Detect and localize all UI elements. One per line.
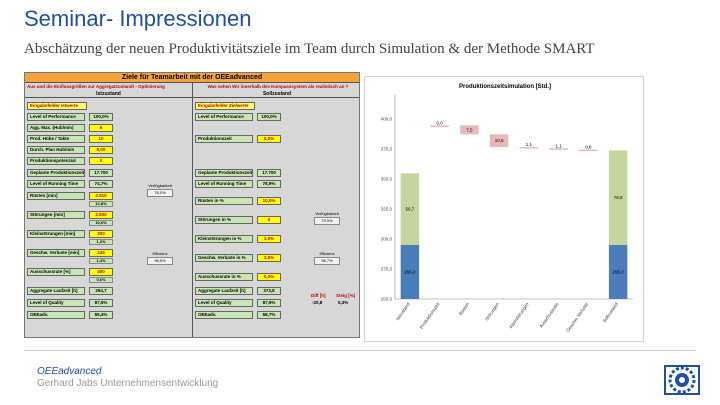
sheet-row-subvalue: 1,4% — [89, 258, 113, 264]
production-time-chart — [364, 76, 644, 342]
sheet-row-subvalue: 0,6% — [89, 277, 113, 283]
sheet-row-value: 65,4% — [89, 311, 113, 319]
chart-svg — [365, 77, 645, 343]
sheet-row-label: Kleinstörungen in % — [195, 235, 253, 243]
sheet-row — [195, 113, 355, 121]
sheet-right-hint: Was sehen Wir innerhalb des Kompasssystem als realistisch an ? — [207, 84, 349, 89]
bar-float-data-label: 10,6 — [494, 138, 504, 144]
sheet-row — [27, 169, 187, 177]
sheet-divider — [192, 83, 193, 338]
sheet-row-label: Durch. Plan Hub/min — [27, 146, 85, 154]
bar-float-data-label: 7,5 — [466, 127, 473, 133]
bar-float-data-label: 1,1 — [525, 142, 533, 148]
x-tick-label: Geschw. Verluste — [565, 301, 590, 334]
sheet-header: Ziele für Teamarbeit mit der OEEadvanced — [25, 73, 359, 83]
sheet-row-label: OEEadv. — [195, 311, 253, 319]
sheet-row-label: Ausschussrate [%] — [27, 268, 85, 276]
sheet-row-value: 100,0% — [257, 113, 281, 121]
sheet-row — [27, 299, 187, 307]
footer-divider — [24, 350, 696, 351]
sheet-row-label: Rüsten [min] — [27, 192, 85, 200]
sheet-row-label: Level of Quality — [27, 299, 85, 307]
sheet-row — [195, 235, 355, 243]
sheet-row — [27, 124, 187, 132]
bar-float-data-label: 0,8 — [585, 144, 592, 150]
sheet-row-label: Ausschussrate in % — [195, 273, 253, 281]
sheet-row-label: Produktionspotenzial — [27, 157, 85, 165]
sheet-row-value: 87,5% — [89, 299, 113, 307]
sheet-row — [195, 169, 355, 177]
sheet-row-value[interactable]: 10 — [89, 135, 113, 143]
sheet-row — [27, 287, 187, 295]
footer-brand: OEEadvanced — [37, 366, 102, 377]
sheet-row-value: 17.700 — [257, 169, 281, 177]
sheet-row — [27, 113, 187, 121]
x-tick-label: Rüsten — [457, 301, 471, 317]
sheet-row-value[interactable]: 2.910 — [89, 192, 113, 200]
sheet-row-value: 78,9% — [257, 180, 281, 188]
right-input-label: Eingabefelder Zielwerte — [195, 102, 255, 110]
bar-top-data-label: 59,7 — [405, 206, 415, 212]
sheet-row-value: 17.700 — [89, 169, 113, 177]
slide-title: Seminar- Impressionen — [24, 6, 252, 31]
sheet-row — [195, 299, 355, 307]
sheet-row-value: 68,7% — [257, 311, 281, 319]
x-tick-label: Sollzustand — [601, 301, 619, 324]
sheet-row — [27, 157, 187, 165]
sheet-row — [195, 180, 355, 188]
sheet-row — [27, 211, 187, 219]
bar-base-data-label: 295,0 — [404, 269, 416, 275]
sheet-row-value[interactable]: 400 — [89, 268, 113, 276]
sheet-row-label: Geschw. Verluste in % — [195, 254, 253, 262]
sheet-row — [27, 311, 187, 319]
chart-title: Produktionszeitsimulation [Std.] — [458, 84, 552, 90]
right-efficiency-value[interactable]: 96,7% — [314, 257, 340, 265]
sheet-row-label: Geplante Produktionszeit — [195, 169, 253, 177]
x-tick-label: Kleinstörungen — [508, 301, 530, 330]
footer-author: Gerhard Jabs Unternehmensentwicklung — [37, 378, 219, 389]
diff-label: Diff [h] — [311, 293, 326, 298]
slide-subtitle: Abschätzung der neuen Produktivitätsziele im Team durch Simulation & der Methode SMART — [24, 41, 595, 57]
left-efficiency-label: Effizienz — [152, 251, 168, 256]
gain-label: Steig [%] — [336, 293, 356, 298]
sheet-row-value[interactable]: 0 — [89, 157, 113, 165]
y-tick-label: 275,0 — [380, 266, 392, 272]
sheet-row-label: Geplante Produktionszeit — [27, 169, 85, 177]
sheet-row — [27, 230, 187, 238]
sheet-left-hint: Aus und die Einflussgrößen zur Aggregatzustand! - Optimierung — [27, 84, 165, 89]
sheet-row-subvalue: 12,8% — [89, 201, 113, 207]
bar-float-data-label: 1,1 — [555, 143, 562, 149]
sheet-left-title: Istzustand — [25, 91, 192, 98]
sheet-row — [27, 135, 187, 143]
sheet-row-value: 74,7% — [89, 180, 113, 188]
sheet-row-label: Level of Quality — [195, 299, 253, 307]
gain-value: 5,3% — [338, 300, 349, 305]
diff-value: -20,8 — [312, 300, 323, 305]
y-tick-label: 250,0 — [380, 296, 392, 302]
sheet-row-label: Level of Running Time — [195, 180, 253, 188]
sheet-row-label: Kleinstörungen [min] — [27, 230, 85, 238]
spreadsheet-panel — [24, 72, 360, 338]
bar-float-segment — [549, 148, 567, 150]
x-tick-label: Ausschussrate — [538, 301, 560, 329]
sheet-row-label: Störungen [min] — [27, 211, 85, 219]
bar-base-data-label: 295,0 — [612, 269, 624, 275]
sheet-row-label: Agg. Max. (Hub/min) — [27, 124, 85, 132]
sheet-row — [195, 197, 355, 205]
left-efficiency-value[interactable]: 98,5% — [147, 257, 173, 265]
sheet-row-value[interactable]: 0,0% — [257, 135, 281, 143]
right-availability-value[interactable]: 79,9% — [314, 217, 340, 225]
left-input-row — [27, 102, 187, 110]
sheet-row-value: 100,0% — [89, 113, 113, 121]
x-tick-label: Störungen — [483, 301, 500, 322]
sheet-row-value[interactable]: 2.500 — [89, 211, 113, 219]
sheet-row-label: Aggregate Laufzeit [h] — [27, 287, 85, 295]
right-efficiency-label: Effizienz — [319, 251, 335, 256]
bar-float-data-label: 0,0 — [436, 120, 443, 126]
sheet-row-label: Aggregate Laufzeit [h] — [195, 287, 253, 295]
bar-float-segment — [430, 125, 448, 127]
sheet-row-value[interactable]: 0,3% — [257, 273, 281, 281]
sheet-row-label: Produktionszeit — [195, 135, 253, 143]
sheet-row — [195, 273, 355, 281]
sheet-row-label: Level of Running Time — [27, 180, 85, 188]
sheet-row — [27, 268, 187, 276]
sheet-row-value: 373,8 — [257, 287, 281, 295]
sheet-right-title: Sollzustand — [193, 91, 360, 98]
x-tick-label: Istzustand — [394, 301, 411, 322]
sheet-row — [195, 135, 355, 143]
sheet-row-value[interactable]: 300 — [89, 230, 113, 238]
sheet-row-value: 87,9% — [257, 299, 281, 307]
sheet-row-label: Prod. Hübe / Takte — [27, 135, 85, 143]
right-availability-label: Verfügbarkeit — [315, 211, 339, 216]
sheet-row-value[interactable]: 245 — [89, 249, 113, 257]
sheet-row-value: 294,7 — [89, 287, 113, 295]
y-tick-label: 350,0 — [380, 176, 392, 182]
left-availability-value[interactable]: 78,0% — [147, 189, 173, 197]
bar-top-data-label: 78,8 — [613, 195, 623, 201]
sheet-row-label: Level of Performance — [195, 113, 253, 121]
sheet-row-label: Geschw. Verluste [min] — [27, 249, 85, 257]
right-input-row — [195, 102, 355, 110]
left-availability-label: Verfügbarkeit — [148, 183, 172, 188]
sheet-row — [195, 287, 355, 295]
sheet-row-value[interactable]: 3,0% — [257, 235, 281, 243]
left-input-label: Eingabefelder Istwerte — [27, 102, 87, 110]
sheet-row — [195, 311, 355, 319]
sheet-row-value[interactable]: 10,0% — [257, 197, 281, 205]
bar-float-segment — [579, 150, 597, 152]
sheet-row-label: Störungen in % — [195, 216, 253, 224]
y-tick-label: 325,0 — [380, 206, 392, 212]
sheet-row-label: Level of Performance — [27, 113, 85, 121]
y-tick-label: 300,0 — [380, 236, 392, 242]
bar-float-segment — [520, 147, 538, 149]
x-tick-label: Produktionszeit — [418, 301, 441, 330]
sheet-row-value[interactable]: 3,0% — [257, 254, 281, 262]
sheet-row-value[interactable]: 9,00 — [89, 146, 113, 154]
sheet-row-label: Rüsten in % — [195, 197, 253, 205]
sheet-row-label: OEEadv. — [27, 311, 85, 319]
company-logo-icon — [662, 362, 702, 398]
sheet-row-subvalue: 1,3% — [89, 239, 113, 245]
y-tick-label: 375,0 — [380, 146, 392, 152]
sheet-row — [27, 146, 187, 154]
sheet-row-value[interactable]: 0 — [257, 216, 281, 224]
sheet-row-value[interactable]: 6 — [89, 124, 113, 132]
sheet-row-subvalue: 10,6% — [89, 220, 113, 226]
y-tick-label: 400,0 — [380, 116, 392, 122]
